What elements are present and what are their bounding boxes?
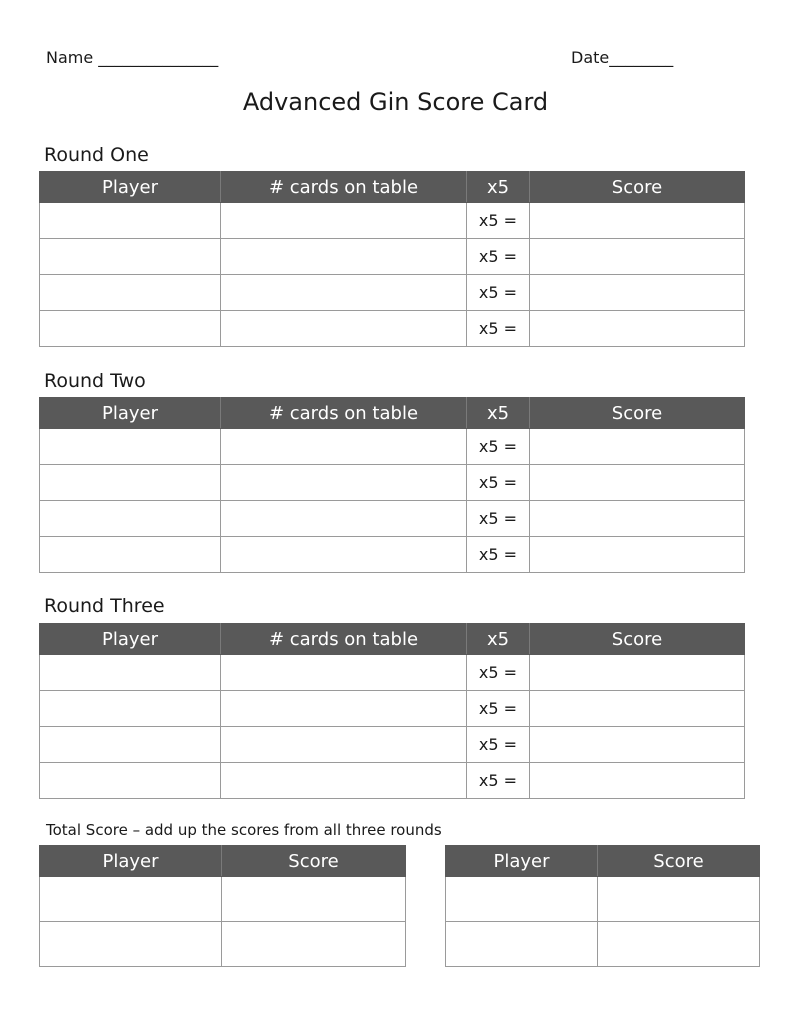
table-row [40, 922, 406, 967]
player-cell[interactable] [40, 877, 222, 922]
cards-cell[interactable] [221, 691, 467, 727]
cards-column-header: # cards on table [221, 624, 467, 655]
table-row [40, 655, 745, 691]
cards-cell[interactable] [221, 501, 467, 537]
table-header-row [40, 624, 745, 655]
total-score-heading: Total Score – add up the scores from all three rounds [46, 821, 442, 839]
round-one-heading: Round One [44, 144, 149, 166]
player-cell[interactable] [40, 763, 221, 799]
multiplier-column-header: x5 [467, 624, 530, 655]
score-cell[interactable] [530, 465, 745, 501]
player-cell[interactable] [40, 429, 221, 465]
score-cell[interactable] [530, 275, 745, 311]
score-column-header: Score [530, 398, 745, 429]
date-field-label: Date________ [571, 48, 674, 67]
table-row [446, 922, 760, 967]
multiplier-cell: x5 = [467, 203, 530, 239]
score-column-header: Score [530, 172, 745, 203]
cards-column-header: # cards on table [221, 398, 467, 429]
player-cell[interactable] [40, 311, 221, 347]
multiplier-cell: x5 = [467, 763, 530, 799]
player-column-header: Player [40, 624, 221, 655]
score-cell[interactable] [530, 429, 745, 465]
player-column-header: Player [40, 846, 222, 877]
score-cell[interactable] [530, 311, 745, 347]
round-one-table [39, 171, 745, 347]
name-field-label: Name _______________ [46, 48, 219, 67]
table-header-row [40, 172, 745, 203]
multiplier-cell: x5 = [467, 465, 530, 501]
table-row [40, 537, 745, 573]
score-cell[interactable] [530, 239, 745, 275]
player-cell[interactable] [40, 275, 221, 311]
cards-cell[interactable] [221, 311, 467, 347]
score-column-header: Score [530, 624, 745, 655]
cards-cell[interactable] [221, 465, 467, 501]
player-cell[interactable] [40, 203, 221, 239]
table-row [40, 429, 745, 465]
multiplier-cell: x5 = [467, 537, 530, 573]
table-row [40, 877, 406, 922]
round-two-heading: Round Two [44, 370, 146, 392]
player-cell[interactable] [446, 877, 598, 922]
cards-column-header: # cards on table [221, 172, 467, 203]
player-cell[interactable] [446, 922, 598, 967]
score-cell[interactable] [530, 763, 745, 799]
score-cell[interactable] [530, 203, 745, 239]
score-cell[interactable] [222, 922, 406, 967]
multiplier-cell: x5 = [467, 429, 530, 465]
score-column-header: Score [598, 846, 760, 877]
player-cell[interactable] [40, 655, 221, 691]
table-row [40, 275, 745, 311]
player-cell[interactable] [40, 922, 222, 967]
table-header-row [40, 398, 745, 429]
score-cell[interactable] [598, 877, 760, 922]
page-title: Advanced Gin Score Card [242, 88, 549, 116]
total-table-right [445, 845, 760, 967]
multiplier-cell: x5 = [467, 655, 530, 691]
score-cell[interactable] [530, 501, 745, 537]
cards-cell[interactable] [221, 203, 467, 239]
cards-cell[interactable] [221, 763, 467, 799]
player-cell[interactable] [40, 537, 221, 573]
player-column-header: Player [40, 398, 221, 429]
score-cell[interactable] [530, 655, 745, 691]
player-cell[interactable] [40, 239, 221, 275]
player-cell[interactable] [40, 727, 221, 763]
table-row [40, 465, 745, 501]
multiplier-cell: x5 = [467, 501, 530, 537]
score-cell[interactable] [530, 727, 745, 763]
multiplier-cell: x5 = [467, 275, 530, 311]
score-cell[interactable] [598, 922, 760, 967]
multiplier-cell: x5 = [467, 727, 530, 763]
score-cell[interactable] [530, 537, 745, 573]
multiplier-cell: x5 = [467, 311, 530, 347]
player-column-header: Player [40, 172, 221, 203]
cards-cell[interactable] [221, 537, 467, 573]
player-cell[interactable] [40, 691, 221, 727]
score-cell[interactable] [222, 877, 406, 922]
cards-cell[interactable] [221, 655, 467, 691]
cards-cell[interactable] [221, 727, 467, 763]
table-row [40, 763, 745, 799]
table-header-row [446, 846, 760, 877]
multiplier-cell: x5 = [467, 691, 530, 727]
cards-cell[interactable] [221, 275, 467, 311]
multiplier-cell: x5 = [467, 239, 530, 275]
multiplier-column-header: x5 [467, 172, 530, 203]
round-three-heading: Round Three [44, 595, 165, 617]
table-row [40, 203, 745, 239]
player-cell[interactable] [40, 465, 221, 501]
table-row [40, 239, 745, 275]
cards-cell[interactable] [221, 239, 467, 275]
player-cell[interactable] [40, 501, 221, 537]
round-two-table [39, 397, 745, 573]
score-column-header: Score [222, 846, 406, 877]
score-cell[interactable] [530, 691, 745, 727]
round-three-table [39, 623, 745, 799]
table-row [40, 311, 745, 347]
table-row [40, 691, 745, 727]
total-table-left [39, 845, 406, 967]
cards-cell[interactable] [221, 429, 467, 465]
table-header-row [40, 846, 406, 877]
multiplier-column-header: x5 [467, 398, 530, 429]
player-column-header: Player [446, 846, 598, 877]
table-row [446, 877, 760, 922]
table-row [40, 727, 745, 763]
table-row [40, 501, 745, 537]
